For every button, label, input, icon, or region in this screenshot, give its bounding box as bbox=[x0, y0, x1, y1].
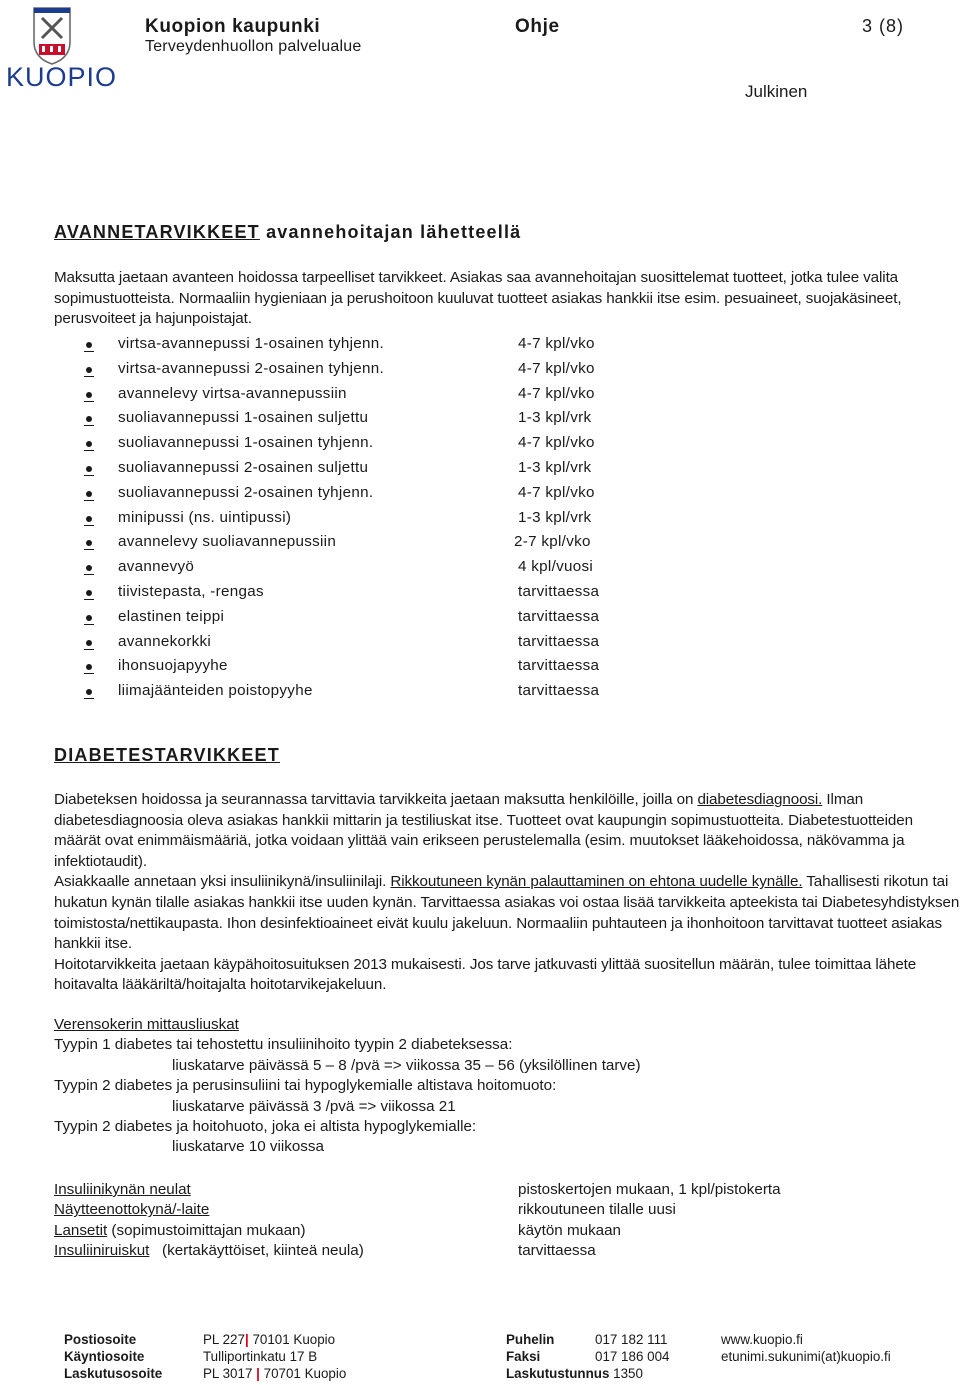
strips-need: liuskatarve päivässä 5 – 8 /pvä => viikossa 35 – 56 (yksilöllinen tarve) bbox=[172, 1056, 641, 1074]
strips-need: liuskatarve 10 viikossa bbox=[172, 1138, 324, 1156]
accessory-row bbox=[54, 1180, 934, 1200]
list-item bbox=[54, 332, 674, 357]
diabetes-section-title: DIABETESTARVIKKEET bbox=[54, 745, 280, 765]
list-item bbox=[54, 555, 674, 580]
accessory-link[interactable]: Insuliiniruiskut bbox=[54, 1242, 150, 1260]
ostomy-supplies-list bbox=[54, 332, 674, 704]
item-quantity: tarvittaessa bbox=[518, 682, 600, 700]
accessory-rule: käytön mukaan bbox=[518, 1221, 621, 1239]
department-name: Terveydenhuollon palvelualue bbox=[145, 38, 362, 55]
item-quantity: tarvittaessa bbox=[518, 657, 600, 675]
postal-city: 70101 Kuopio bbox=[252, 1332, 336, 1347]
text-span: Diabeteksen hoidossa ja seurannassa tarvittavia tarvikkeita jaetaan maksutta henkilöille, joilla on bbox=[54, 791, 698, 808]
ostomy-section-title bbox=[54, 222, 521, 243]
strips-case: Tyypin 1 diabetes tai tehostettu insuliinihoito tyypin 2 diabeteksessa: bbox=[54, 1036, 513, 1054]
item-name: suoliavannepussi 1-osainen tyhjenn. bbox=[118, 434, 374, 452]
diabetes-paragraph-3: Hoitotarvikkeita jaetaan käypähoitosuituksen 2013 mukaisesti. Jos tarve jatkuvasti ylittää suositellun määrän, tulee toimittaa lähete hoitavalta lääkäriltä/hoitajalta hoitotarvikejakeluun. bbox=[54, 955, 917, 994]
item-quantity: 1-3 kpl/vrk bbox=[518, 409, 592, 427]
strips-case: Tyypin 2 diabetes ja perusinsuliini tai hypoglykemialle altistava hoitomuoto: bbox=[54, 1077, 557, 1095]
item-name: virtsa-avannepussi 1-osainen tyhjenn. bbox=[118, 335, 385, 352]
item-name: avannekorkki bbox=[118, 632, 212, 650]
billing-id: 1350 bbox=[613, 1365, 643, 1381]
list-item bbox=[54, 506, 674, 531]
item-name: suoliavannepussi 2-osainen suljettu bbox=[118, 458, 369, 476]
item-quantity: 4-7 kpl/vko bbox=[518, 384, 595, 402]
diagnosis-link[interactable]: diabetesdiagnoosi. bbox=[697, 791, 823, 808]
text-span: Asiakkaalle annetaan yksi insuliinikynä/insuliinilaji. bbox=[54, 873, 391, 891]
billing-label: Laskutusosoite bbox=[64, 1365, 163, 1381]
item-quantity: 4-7 kpl/vko bbox=[518, 483, 595, 501]
accessory-link[interactable]: Lansetit bbox=[54, 1221, 108, 1239]
list-item bbox=[54, 357, 674, 382]
separator-bar: | bbox=[244, 1332, 249, 1347]
list-item bbox=[54, 580, 674, 605]
list-item bbox=[54, 654, 674, 679]
accessory-name-cell bbox=[54, 1200, 209, 1220]
diabetes-intro bbox=[54, 790, 960, 996]
item-name: minipussi (ns. uintipussi) bbox=[118, 508, 292, 526]
pen-return-link[interactable]: Rikkoutuneen kynän palauttaminen on ehtona uudelle kynälle. bbox=[390, 873, 803, 891]
email-address[interactable]: etunimi.sukunimi(at)kuopio.fi bbox=[721, 1348, 891, 1364]
billing-box: PL 3017 bbox=[203, 1365, 253, 1381]
item-name: suoliavannepussi 2-osainen tyhjenn. bbox=[118, 483, 374, 501]
item-name: liimajäänteiden poistopyyhe bbox=[118, 682, 313, 700]
item-name: suoliavannepussi 1-osainen suljettu bbox=[118, 409, 369, 427]
item-quantity: tarvittaessa bbox=[518, 582, 600, 600]
ostomy-intro: Maksutta jaetaan avanteen hoidossa tarpeelliset tarvikkeet. Asiakas saa avannehoitajan suosittelemat tuotteet, jotka tulee valita sopimustuotteista. Normaaliin hygieniaan ja perushoitoon kuuluvat tuotteet asiakas hankkii itse esim. pesuaineet, suojakäsineet, perusvoiteet ja hajunpoistajat. bbox=[54, 269, 902, 328]
phone-label: Puhelin bbox=[506, 1332, 555, 1347]
accessory-name-cell bbox=[54, 1241, 364, 1261]
visit-address: Tulliportinkatu 17 B bbox=[203, 1348, 318, 1364]
item-quantity: tarvittaessa bbox=[518, 632, 600, 650]
item-quantity: 1-3 kpl/vrk bbox=[518, 458, 592, 476]
ostomy-title-main: AVANNETARVIKKEET bbox=[54, 222, 260, 242]
footer-addresses bbox=[203, 1332, 346, 1382]
text-span: Tahallisesti rikotun tai hukatun kynän tilalle asiakas hankkii itse uuden kynän. Tarvittaessa asiakas voi ostaa lisää tarvikkeita apteekista tai Diabetesyhdistyksen toimistosta/nettikaupasta. Ihon desinfektioaineet eivät kuulu jakeluun. Normaaliin puhtauteen ja ihonhoitoon tarvittavat tuotteet asiakas hankkii itse. bbox=[54, 873, 960, 953]
accessory-rule: rikkoutuneen tilalle uusi bbox=[518, 1201, 676, 1219]
organization-name: Kuopion kaupunki bbox=[145, 16, 321, 37]
diabetes-paragraph-1 bbox=[54, 790, 960, 872]
item-quantity: 2-7 kpl/vko bbox=[514, 533, 591, 551]
classification-label: Julkinen bbox=[745, 82, 808, 101]
accessory-note: (sopimustoimittajan mukaan) bbox=[107, 1221, 306, 1239]
list-item bbox=[54, 630, 674, 655]
document-type: Ohje bbox=[515, 16, 560, 37]
accessory-rule: pistoskertojen mukaan, 1 kpl/pistokerta bbox=[518, 1181, 781, 1198]
separator-bar: | bbox=[256, 1365, 260, 1381]
fax-number: 017 186 004 bbox=[595, 1348, 670, 1364]
kuopio-logo bbox=[4, 4, 118, 96]
item-name: virtsa-avannepussi 2-osainen tyhjenn. bbox=[118, 359, 385, 377]
strips-title[interactable]: Verensokerin mittausliuskat bbox=[54, 1016, 239, 1033]
logo-text: KUOPIO bbox=[6, 62, 118, 92]
accessory-row bbox=[54, 1241, 934, 1261]
list-item bbox=[54, 605, 674, 630]
item-name: avannelevy virtsa-avannepussiin bbox=[118, 384, 347, 402]
accessory-link[interactable]: Insuliinikynän neulat bbox=[54, 1181, 191, 1198]
item-quantity: 4-7 kpl/vko bbox=[518, 359, 595, 377]
item-quantity: 4-7 kpl/vko bbox=[518, 335, 595, 352]
accessory-row bbox=[54, 1221, 934, 1241]
item-quantity: 1-3 kpl/vrk bbox=[518, 508, 592, 526]
list-item bbox=[54, 679, 674, 704]
page-number: 3 (8) bbox=[862, 16, 905, 36]
accessory-row bbox=[54, 1200, 934, 1220]
accessory-note: (kertakäyttöiset, kiinteä neula) bbox=[149, 1242, 364, 1260]
strips-case: Tyypin 2 diabetes ja hoitohuoto, joka ei altista hypoglykemialle: bbox=[54, 1118, 477, 1136]
list-item bbox=[54, 530, 674, 555]
item-quantity: 4 kpl/vuosi bbox=[518, 558, 594, 576]
strips-need: liuskatarve päivässä 3 /pvä => viikossa 21 bbox=[172, 1097, 456, 1115]
visit-label: Käyntiosoite bbox=[64, 1348, 145, 1364]
item-quantity: tarvittaessa bbox=[518, 607, 600, 625]
list-item bbox=[54, 406, 674, 431]
accessory-rule: tarvittaessa bbox=[518, 1242, 596, 1260]
item-name: avannevyö bbox=[118, 558, 195, 576]
accessory-name-cell bbox=[54, 1180, 191, 1200]
phone-number: 017 182 111 bbox=[595, 1332, 668, 1347]
item-name: elastinen teippi bbox=[118, 607, 225, 625]
footer-web bbox=[721, 1332, 891, 1366]
fax-label: Faksi bbox=[506, 1348, 541, 1364]
list-item bbox=[54, 382, 674, 407]
text-span: Ilman diabetesdiagnoosia oleva asiakas hankkii mittarin ja testiliuskat itse. Tuotteet ovat kaupungin sopimustuotteita. Diabetestuotteiden määrät ovat enimmäismääriä, jotka voidaan ylittää vain erikseen perustelemalla (esim. muutokset lääkehoidossa, näkövamma ja infektiotaudit). bbox=[54, 791, 913, 870]
billing-city: 70701 Kuopio bbox=[263, 1365, 347, 1381]
diabetes-accessories bbox=[54, 1180, 934, 1262]
website-link[interactable]: www.kuopio.fi bbox=[721, 1332, 803, 1347]
diabetes-paragraph-2 bbox=[54, 872, 960, 954]
list-item bbox=[54, 431, 674, 456]
list-item bbox=[54, 481, 674, 506]
postal-box: PL 227 bbox=[203, 1332, 245, 1347]
billing-id-label: Laskutustunnus bbox=[506, 1365, 610, 1381]
ostomy-title-sub: avannehoitajan lähetteellä bbox=[259, 222, 522, 242]
item-name: ihonsuojapyyhe bbox=[118, 657, 228, 675]
item-quantity: 4-7 kpl/vko bbox=[518, 434, 595, 452]
list-item bbox=[54, 456, 674, 481]
footer-labels-left bbox=[64, 1332, 162, 1382]
footer-numbers bbox=[595, 1332, 669, 1366]
accessory-name-cell bbox=[54, 1221, 306, 1241]
postal-label: Postiosoite bbox=[64, 1332, 137, 1347]
item-name: avannelevy suoliavannepussiin bbox=[118, 533, 337, 551]
item-name: tiivistepasta, -rengas bbox=[118, 582, 264, 600]
blood-glucose-strips bbox=[54, 1015, 954, 1158]
accessory-link[interactable]: Näytteenottokynä/-laite bbox=[54, 1201, 210, 1219]
